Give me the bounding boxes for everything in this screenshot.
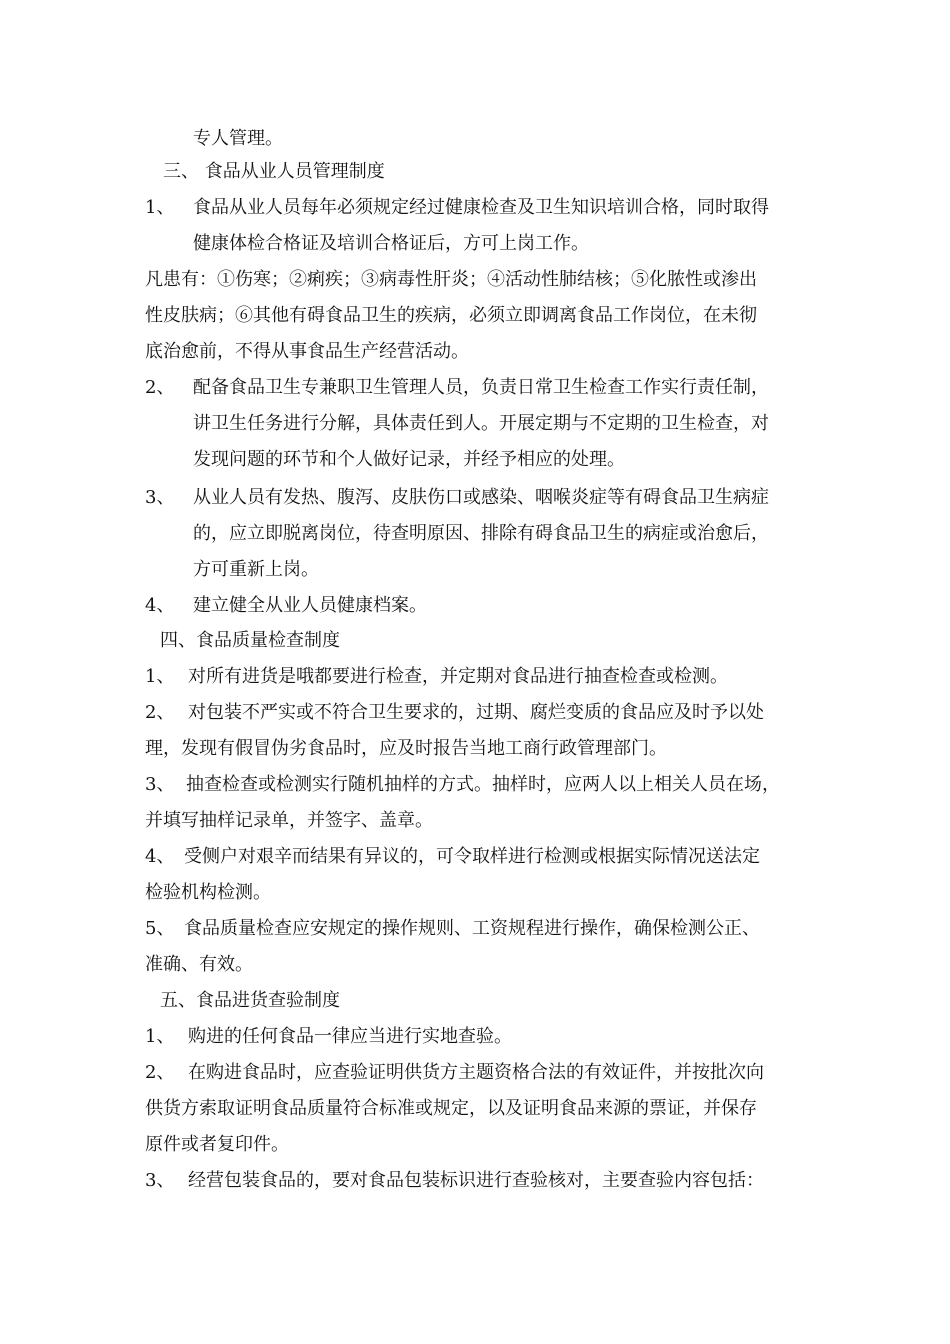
text-line: 对包装不严实或不符合卫生要求的，过期、腐烂变质的食品应及时予以处 xyxy=(188,702,764,723)
text-line: 建立健全从业人员健康档案。 xyxy=(193,595,427,616)
item-number: 4、 xyxy=(145,846,175,867)
text-line: 专人管理。 xyxy=(193,128,283,149)
text-line: 性皮肤病；⑥其他有碍食品卫生的疾病，必须立即调离食品工作岗位，在未彻 xyxy=(145,305,757,326)
section-heading: 五、食品进货查验制度 xyxy=(160,990,340,1011)
section-heading: 三、 食品从业人员管理制度 xyxy=(163,161,385,182)
item-number: 1、 xyxy=(145,1026,175,1047)
section-heading: 四、食品质量检查制度 xyxy=(160,630,340,651)
item-number: 3、 xyxy=(145,487,175,508)
item-number: 4、 xyxy=(145,595,175,616)
text-line: 食品质量检查应安规定的操作规则、工资规程进行操作，确保检测公正、 xyxy=(184,918,760,939)
text-line: 方可重新上岗。 xyxy=(193,559,319,580)
item-number: 1、 xyxy=(145,197,175,218)
text-line: 的，应立即脱离岗位，待查明原因、排除有碍食品卫生的病症或治愈后， xyxy=(193,523,769,544)
text-line: 供货方索取证明食品质量符合标准或规定，以及证明食品来源的票证，并保存 xyxy=(145,1098,757,1119)
item-number: 1、 xyxy=(145,666,175,687)
text-line: 底治愈前，不得从事食品生产经营活动。 xyxy=(145,341,469,362)
text-line: 经营包装食品的，要对食品包装标识进行查验核对，主要查验内容包括： xyxy=(188,1170,764,1191)
text-line: 从业人员有发热、腹泻、皮肤伤口或感染、咽喉炎症等有碍食品卫生病症 xyxy=(193,487,769,508)
text-line: 受侧户对艰辛而结果有异议的，可令取样进行检测或根据实际情况送法定 xyxy=(184,846,760,867)
text-line: 凡患有：①伤寒；②痢疾；③病毒性肝炎；④活动性肺结核；⑤化脓性或渗出 xyxy=(145,269,757,290)
text-line: 发现问题的环节和个人做好记录，并经予相应的处理。 xyxy=(193,449,625,470)
text-line: 讲卫生任务进行分解，具体责任到人。开展定期与不定期的卫生检查，对 xyxy=(193,413,769,434)
text-line: 并填写抽样记录单，并签字、盖章。 xyxy=(145,810,433,831)
text-line: 抽查检查或检测实行随机抽样的方式。抽样时，应两人以上相关人员在场， xyxy=(186,774,780,795)
item-number: 3、 xyxy=(145,1170,175,1191)
text-line: 配备食品卫生专兼职卫生管理人员，负责日常卫生检查工作实行责任制， xyxy=(193,377,769,398)
text-line: 在购进食品时，应查验证明供货方主题资格合法的有效证件，并按批次向 xyxy=(188,1062,764,1083)
text-line: 准确、有效。 xyxy=(145,954,253,975)
item-number: 2、 xyxy=(145,1062,175,1083)
text-line: 检验机构检测。 xyxy=(145,882,271,903)
item-number: 2、 xyxy=(145,377,175,398)
item-number: 5、 xyxy=(145,918,175,939)
text-line: 食品从业人员每年必须规定经过健康检查及卫生知识培训合格，同时取得 xyxy=(193,197,769,218)
text-line: 原件或者复印件。 xyxy=(145,1134,289,1155)
text-line: 理，发现有假冒伪劣食品时，应及时报告当地工商行政管理部门。 xyxy=(145,738,667,759)
text-line: 购进的任何食品一律应当进行实地查验。 xyxy=(188,1026,512,1047)
item-number: 2、 xyxy=(145,702,175,723)
item-number: 3、 xyxy=(145,774,175,795)
text-line: 健康体检合格证及培训合格证后，方可上岗工作。 xyxy=(193,233,589,254)
text-line: 对所有进货是哦都要进行检查，并定期对食品进行抽查检查或检测。 xyxy=(188,666,728,687)
